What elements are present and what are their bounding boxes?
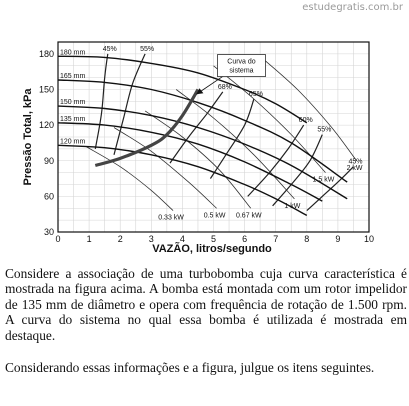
x-tick-label: 0 (55, 234, 61, 244)
y-tick-label: 150 (38, 84, 54, 95)
power-curve (176, 90, 294, 199)
question-paragraph-1: Considere a associação de uma turbobomba cuja curva característica é mostrada na figura acima. A bomba está montada com um rotor impelidor de 135 mm de diâmetro e opera com frequência de rotação de 1.500 rpm. A curva do sistema no qual essa bomba é utilizada é mostrada em destaque. (5, 266, 407, 343)
impeller-curve (58, 80, 347, 182)
efficiency-curve (114, 54, 145, 155)
efficiency-label: 45% (348, 158, 363, 166)
y-tick-label: 30 (43, 227, 54, 237)
question-paragraph-2: Considerando essas informações e a figura, julgue os itens seguintes. (5, 360, 375, 376)
y-tick-label: 120 (38, 120, 54, 131)
power-label: 0.5 kW (203, 212, 226, 220)
impeller-label: 180 mm (60, 49, 86, 57)
efficiency-label: 68% (217, 83, 232, 91)
efficiency-curve (273, 135, 323, 206)
system-curve-label-line-1: Curva do (227, 58, 256, 66)
efficiency-label: 60% (298, 117, 313, 125)
x-tick-label: 2 (117, 234, 123, 244)
question-text (5, 266, 407, 392)
efficiency-label: 45% (102, 45, 117, 53)
x-tick-label: 3 (148, 234, 154, 244)
grid-layer (58, 42, 369, 232)
x-tick-label: 9 (335, 234, 341, 244)
power-label: 2 kW (346, 164, 363, 172)
x-tick-label: 10 (363, 234, 375, 244)
site-watermark: estudegratis.com.br (302, 2, 403, 13)
efficiency-label: 65% (248, 91, 263, 98)
x-tick-label: 7 (273, 234, 279, 244)
power-curve (260, 56, 357, 161)
power-label: 1 kW (284, 202, 301, 210)
x-tick-label: 4 (179, 234, 185, 244)
y-tick-label: 60 (43, 191, 54, 202)
x-tick-label: 1 (86, 234, 92, 244)
power-label: 0.33 kW (158, 214, 184, 222)
impeller-label: 135 mm (60, 115, 86, 123)
impeller-curves (58, 49, 347, 215)
x-tick-label: 8 (304, 234, 310, 244)
x-axis-label: VAZÃO, litros/segundo (152, 243, 272, 255)
power-label: 0.67 kW (235, 212, 262, 220)
x-tick-label: 6 (242, 234, 248, 244)
x-tick-label: 5 (210, 234, 217, 244)
y-tick-label: 180 (38, 48, 54, 59)
efficiency-label: 55% (317, 126, 332, 134)
power-label: 1.5 kW (312, 176, 335, 184)
system-curve-label-line-2: sistema (229, 67, 254, 75)
y-tick-labels (39, 49, 54, 237)
impeller-label: 120 mm (60, 138, 86, 146)
impeller-label: 150 mm (60, 99, 86, 107)
y-axis-label: Pressão Total, kPa (22, 88, 34, 186)
efficiency-label: 55% (140, 45, 155, 53)
impeller-label: 165 mm (60, 73, 86, 80)
y-tick-label: 90 (43, 155, 54, 166)
